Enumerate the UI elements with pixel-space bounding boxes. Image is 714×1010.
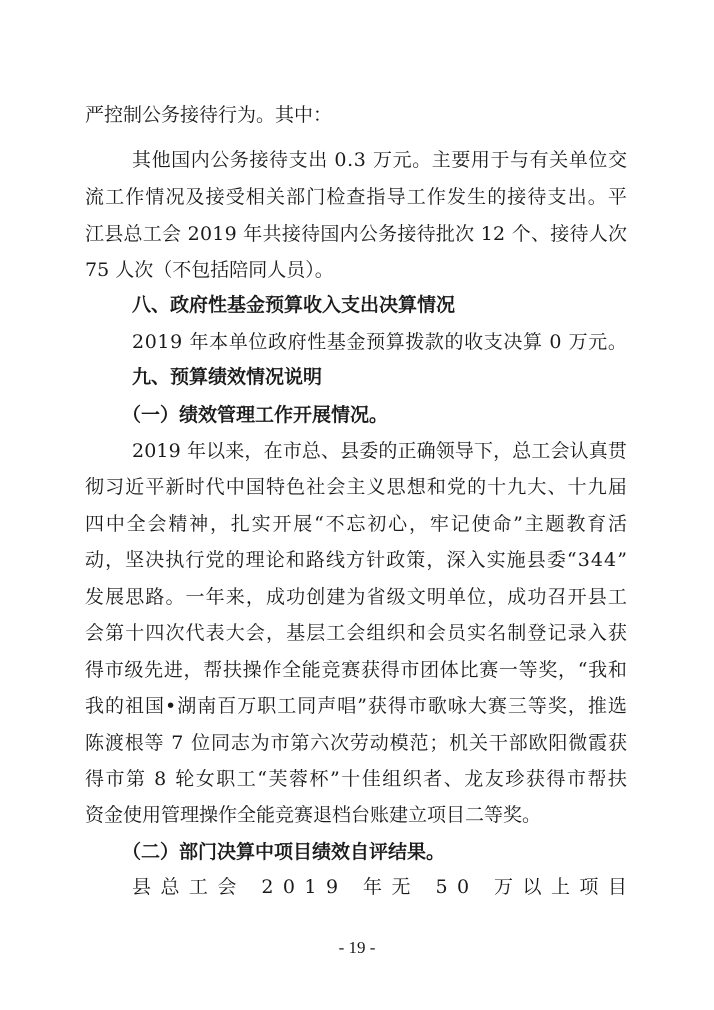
paragraph-line: 资金使用管理操作全能竞赛退档台账建立项目二等奖。 (85, 804, 542, 826)
paragraph-line: 得市第 8 轮女职工“芙蓉杯”十佳组织者、龙友珍获得市帮扶 (85, 768, 629, 790)
paragraph-line: 严控制公务接待行为。其中： (85, 104, 333, 126)
paragraph-line: 江县总工会 2019 年共接待国内公务接待批次 12 个、接待人次 (85, 223, 628, 245)
paragraph-line: 75 人次（不包括陪同人员）。 (85, 259, 334, 281)
subsection-heading: （一）绩效管理工作开展情况。 (122, 404, 389, 426)
paragraph-line: 县总工会 2019 年无 50 万以上项目 (132, 876, 637, 898)
paragraph-line: 我的祖国•湖南百万职工同声唱”获得市歌咏大赛三等奖，推选 (85, 695, 628, 717)
section-heading: 九、预算绩效情况说明 (132, 366, 323, 388)
section-heading: 八、政府性基金预算收入支出决算情况 (132, 294, 456, 316)
paragraph-line: 发展思路。一年来，成功创建为省级文明单位，成功召开县工 (85, 586, 628, 608)
paragraph-line: 2019 年以来，在市总、县委的正确领导下，总工会认真贯 (132, 440, 628, 462)
paragraph-line: 流工作情况及接受相关部门检查指导工作发生的接待支出。平 (85, 186, 628, 208)
paragraph-line: 陈渡根等 7 位同志为市第六次劳动模范；机关干部欧阳微霞获 (85, 732, 628, 754)
paragraph-line: 其他国内公务接待支出 0.3 万元。主要用于与有关单位交 (132, 149, 628, 171)
subsection-heading: （二）部门决算中项目绩效自评结果。 (122, 841, 446, 863)
paragraph-line: 会第十四次代表大会，基层工会组织和会员实名制登记录入获 (85, 622, 628, 644)
paragraph-line: 四中全会精神，扎实开展“不忘初心，牢记使命”主题教育活 (85, 513, 629, 535)
page-number: - 19 - (338, 938, 376, 957)
paragraph-line: 彻习近平新时代中国特色社会主义思想和党的十九大、十九届 (85, 476, 628, 498)
paragraph-line: 动，坚决执行党的理论和路线方针政策，深入实施县委“344” (85, 549, 629, 571)
paragraph-line: 得市级先进，帮扶操作全能竞赛获得市团体比赛一等奖，“我和 (85, 659, 628, 681)
paragraph-line: 2019 年本单位政府性基金预算拨款的收支决算 0 万元。 (132, 331, 628, 353)
